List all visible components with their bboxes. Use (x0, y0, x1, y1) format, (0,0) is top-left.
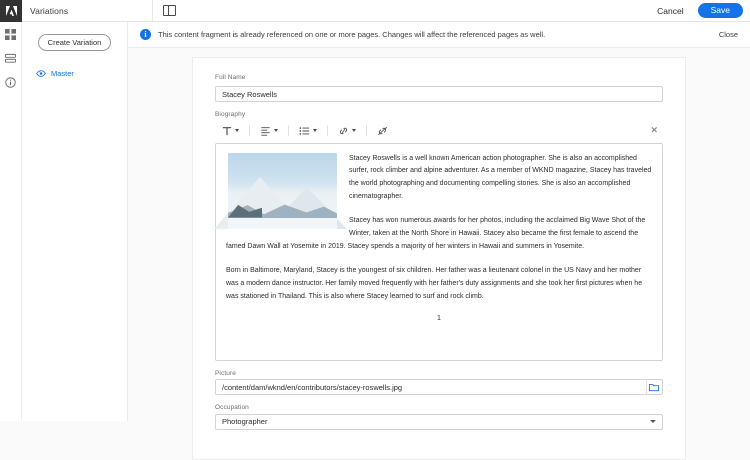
chevron-down-icon[interactable] (650, 420, 656, 423)
picture-label: Picture (215, 369, 236, 377)
occupation-label: Occupation (215, 404, 249, 411)
link-group[interactable] (333, 124, 361, 138)
server-icon (5, 53, 16, 64)
biography-label: Biography (215, 111, 246, 118)
grid-icon (5, 29, 16, 40)
occupation-select-wrap (215, 414, 663, 430)
full-name-input[interactable] (215, 86, 663, 102)
chevron-down-icon (274, 129, 278, 132)
biography-paragraph: Born in Baltimore, Maryland, Stacey is the youngest of six children. Her father was a lieutenant colonel in the US Navy and her mother was a modern dance instructor. Her family moved frequently with her father's duty assignments and she took her first pictures when he was stationed in Thailand. This is also where Stacey learned to surf and rock climb. (226, 267, 643, 300)
occupation-select[interactable]: Photographer (215, 414, 663, 430)
create-variation-wrap (22, 30, 127, 65)
chevron-down-icon (352, 129, 356, 132)
biography-paragraph: Stacey Roswells is a well known American action photographer. She is also an accomplished surfer, rock climber and alpine adventurer. As a member of WKND magazine, Stacey has traveled the world photographing and documenting compelling stories. She is also an accomplished cinematographer. (349, 154, 652, 201)
save-button[interactable]: Save (698, 3, 743, 18)
text-format-icon (222, 126, 232, 136)
field-biography (215, 111, 663, 361)
notice-text: This content fragment is already referenced on one or more pages. Changes will affect the referenced pages as well. (158, 30, 546, 39)
variations-panel (22, 22, 128, 421)
rail-item-grid[interactable] (5, 28, 17, 40)
biography-caption: 1 (437, 314, 441, 322)
variation-item-label: Master (51, 68, 74, 78)
field-picture (215, 370, 663, 396)
picture-browse-button[interactable] (646, 379, 663, 395)
toolbar-separator (327, 125, 328, 136)
topbar-center (152, 0, 651, 22)
cancel-button[interactable]: Cancel (651, 4, 689, 18)
rail-item-info[interactable] (5, 76, 17, 88)
toolbar-separator (288, 125, 289, 136)
text-format-group[interactable] (217, 124, 244, 138)
paragraph-format-group[interactable] (255, 124, 283, 138)
eye-icon (36, 68, 46, 78)
variation-item-master[interactable] (22, 65, 127, 81)
snowy-mountain-photo[interactable] (228, 153, 337, 229)
close-icon[interactable]: ✕ (650, 125, 658, 135)
biography-paragraph: Stacey has won numerous awards for her photos, including the acclaimed Big Wave Shot of the Winter, taken at the North Shore in Hawaii. Stacey also became the first female to ascend the famed Dawn Wall at Yosemite in 2019. Stacey spends a majority of her winters in Hawaii and summers in Yosemite. (226, 217, 646, 251)
rich-text-toolbar (215, 121, 663, 143)
paragraph-icon (260, 126, 271, 136)
toolbar-separator (249, 125, 250, 136)
form-canvas (128, 48, 750, 460)
editor-body (0, 22, 750, 426)
full-name-label: Full Name (215, 74, 246, 81)
notice-close-button[interactable]: Close (718, 30, 738, 39)
link-icon (338, 126, 349, 136)
reference-notice (128, 22, 750, 48)
unlink-icon (377, 126, 388, 136)
topbar-actions (651, 3, 750, 18)
app-logo-button[interactable] (0, 0, 22, 22)
side-panel-toggle-icon[interactable] (163, 5, 176, 16)
editor-area (128, 22, 750, 426)
list-icon (299, 126, 310, 136)
chevron-down-icon (235, 129, 239, 132)
top-bar (0, 0, 750, 22)
field-full-name (215, 74, 663, 102)
folder-icon (649, 383, 659, 392)
page-title: Variations (30, 5, 69, 16)
toolbar-separator (366, 125, 367, 136)
rail-item-assets[interactable] (5, 52, 17, 64)
picture-input-group (215, 379, 663, 395)
info-icon (5, 77, 16, 88)
content-fragment-form (192, 57, 686, 460)
field-occupation (215, 404, 663, 430)
left-rail (0, 22, 22, 421)
create-variation-button[interactable]: Create Variation (38, 34, 112, 51)
info-icon: i (140, 29, 151, 40)
chevron-down-icon (313, 129, 317, 132)
picture-path-input[interactable] (215, 379, 646, 395)
list-format-group[interactable] (294, 124, 322, 138)
biography-rich-text-editor[interactable] (215, 143, 663, 361)
unlink-group[interactable] (372, 124, 393, 138)
adobe-logo-icon (6, 6, 17, 16)
